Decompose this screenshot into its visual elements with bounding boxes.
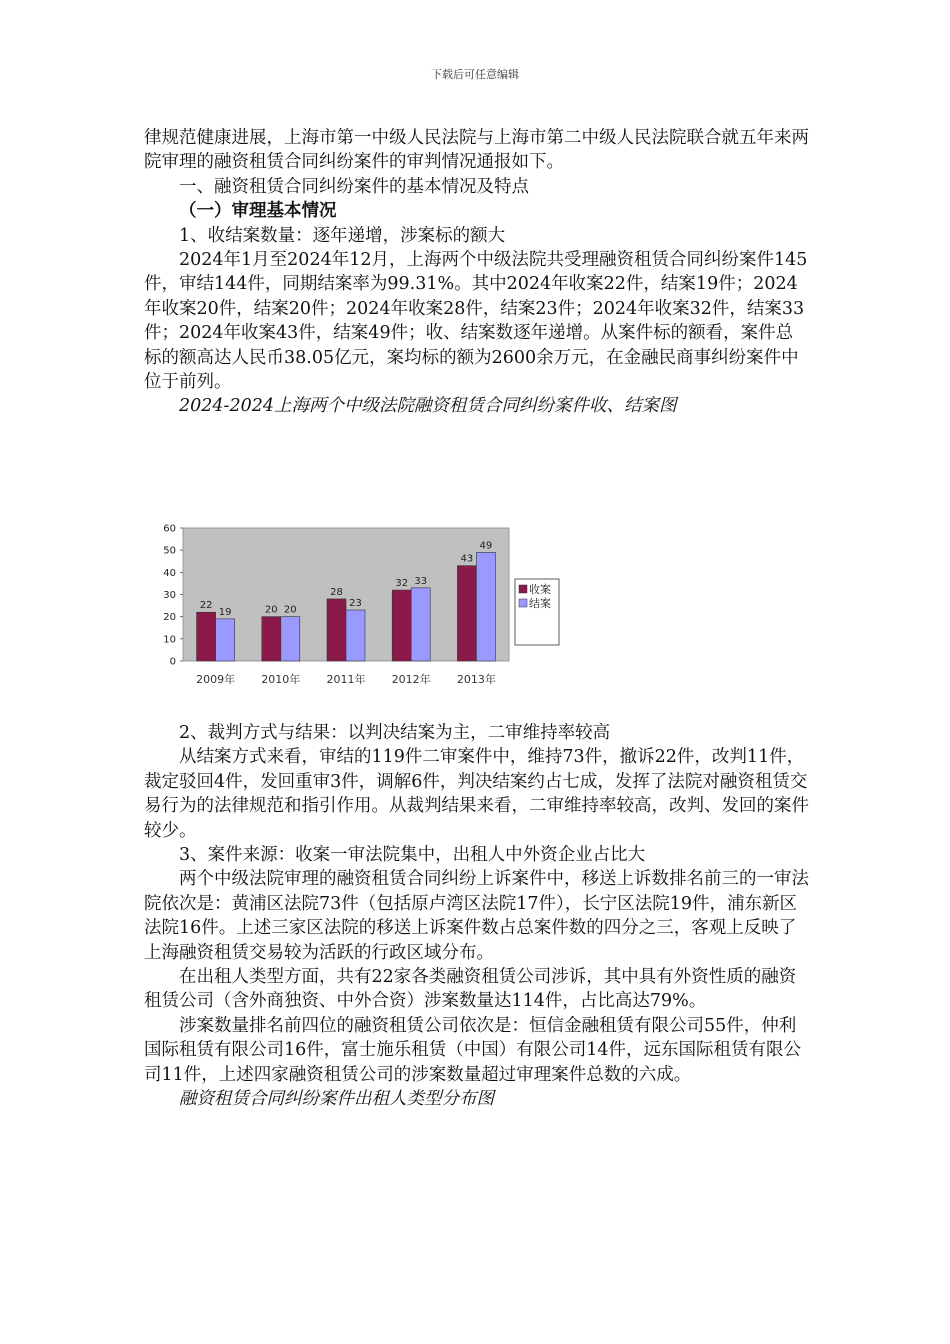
paragraph-judgment: 从结案方式来看，审结的119件二审案件中，维持73件，撤诉22件，改判11件，裁定驳回4件，发回重审3件，调解6件，判决结案约占七成，发挥了法院对融资租赁交易行为的法律规范和指引作用。从裁判结果来看，二审维持率较高，改判、发回的案件较少。 — [144, 747, 809, 841]
bar — [392, 590, 411, 661]
x-tick-label: 2013年 — [456, 673, 496, 686]
bar — [457, 566, 476, 661]
data-label: 23 — [349, 598, 362, 610]
data-label: 33 — [414, 575, 428, 587]
legend-label: 结案 — [529, 597, 551, 610]
paragraph-lessor-types: 在出租人类型方面，共有22家各类融资租赁公司涉诉，其中具有外资性质的融资租赁公司（含外商独资、中外合资）涉案数量达114件，占比高达79%。 — [144, 967, 797, 1012]
cases-bar-chart — [150, 515, 570, 695]
legend-swatch — [519, 585, 527, 593]
bar — [411, 588, 430, 661]
y-tick-label: 50 — [163, 545, 176, 557]
y-tick-label: 30 — [163, 590, 176, 601]
bar — [327, 599, 346, 661]
subsection-heading: （一）审理基本情况 — [179, 201, 337, 222]
legend-label: 收案 — [529, 583, 551, 596]
x-axis-labels — [196, 672, 496, 686]
chart-caption-2: 融资租赁合同纠纷案件出租人类型分布图 — [179, 1089, 494, 1110]
item-heading-2: 2、裁判方式与结果：以判决结案为主，二审维持率较高 — [179, 723, 611, 743]
legend-swatch — [519, 599, 527, 607]
data-label: 20 — [264, 604, 278, 616]
item-heading-1: 1、收结案数量：逐年递增，涉案标的额大 — [179, 225, 506, 246]
y-tick-label: 0 — [169, 656, 176, 668]
y-tick-label: 40 — [163, 567, 176, 579]
y-tick-label: 60 — [163, 523, 176, 535]
paragraph-top-lessors: 涉案数量排名前四位的融资租赁公司依次是：恒信金融租赁有限公司55件，仲利国际租赁有限公司16件，富士施乐租赁（中国）有限公司14件，远东国际租赁有限公司11件，上述四家融资租赁公司的涉案数量超过审理案件总数的六成。 — [144, 1015, 802, 1085]
body-text-bottom — [144, 721, 810, 1112]
data-label: 28 — [330, 586, 343, 598]
y-tick-label: 10 — [163, 634, 176, 646]
data-label: 20 — [283, 604, 297, 616]
data-label: 32 — [395, 578, 409, 590]
x-tick-label: 2009年 — [196, 673, 236, 686]
bar — [262, 617, 281, 661]
bar — [476, 552, 495, 661]
x-tick-label: 2012年 — [391, 673, 431, 686]
y-axis — [163, 524, 183, 668]
paragraph-intro: 律规范健康进展，上海市第一中级人民法院与上海市第二中级人民法院联合就五年来两院审理的融资租赁合同纠纷案件的审判情况通报如下。 — [144, 128, 809, 173]
x-tick-label: 2011年 — [326, 673, 366, 686]
chart-legend — [515, 579, 559, 645]
body-text-top — [144, 126, 810, 419]
data-label: 49 — [479, 540, 493, 552]
section-heading: 一、融资租赁合同纠纷案件的基本情况及特点 — [179, 176, 529, 197]
data-label: 43 — [460, 553, 474, 565]
page-header: 下载后可任意编辑 — [431, 68, 519, 81]
y-tick-label: 20 — [163, 612, 176, 624]
bar — [216, 619, 235, 661]
data-label: 22 — [199, 600, 213, 612]
x-tick-label: 2010年 — [261, 673, 301, 686]
bar — [281, 617, 300, 661]
bar — [197, 612, 216, 661]
data-label: 19 — [218, 606, 232, 618]
paragraph-source-courts: 两个中级法院审理的融资租赁合同纠纷上诉案件中，移送上诉数排名前三的一审法院依次是：黄浦区法院73件（包括原卢湾区法院17件），长宁区法院19件，浦东新区法院16件。上述三家区法院的移送上诉案件数占总案件数的四分之三，客观上反映了上海融资租赁交易较为活跃的行政区域分布。 — [144, 869, 809, 963]
paragraph-case-counts: 2024年1月至2024年12月，上海两个中级法院共受理融资租赁合同纠纷案件145件，审结144件，同期结案率为99.31%。其中2024年收案22件，结案19件；2024年收案20件，结案20件；2024年收案28件，结案23件；2024年收案32件，结案33件；2024年收案43件，结案49件；收、结案数逐年递增。从案件标的额看，案件总标的额高达人民币38.05亿元，案均标的额为2600余万元，在金融民商事纠纷案件中位于前列。 — [144, 250, 808, 393]
chart-caption: 2024-2024上海两个中级法院融资租赁合同纠纷案件收、结案图 — [179, 396, 677, 417]
item-heading-3: 3、案件来源：收案一审法院集中，出租人中外资企业占比大 — [179, 845, 646, 866]
bar — [346, 610, 365, 661]
